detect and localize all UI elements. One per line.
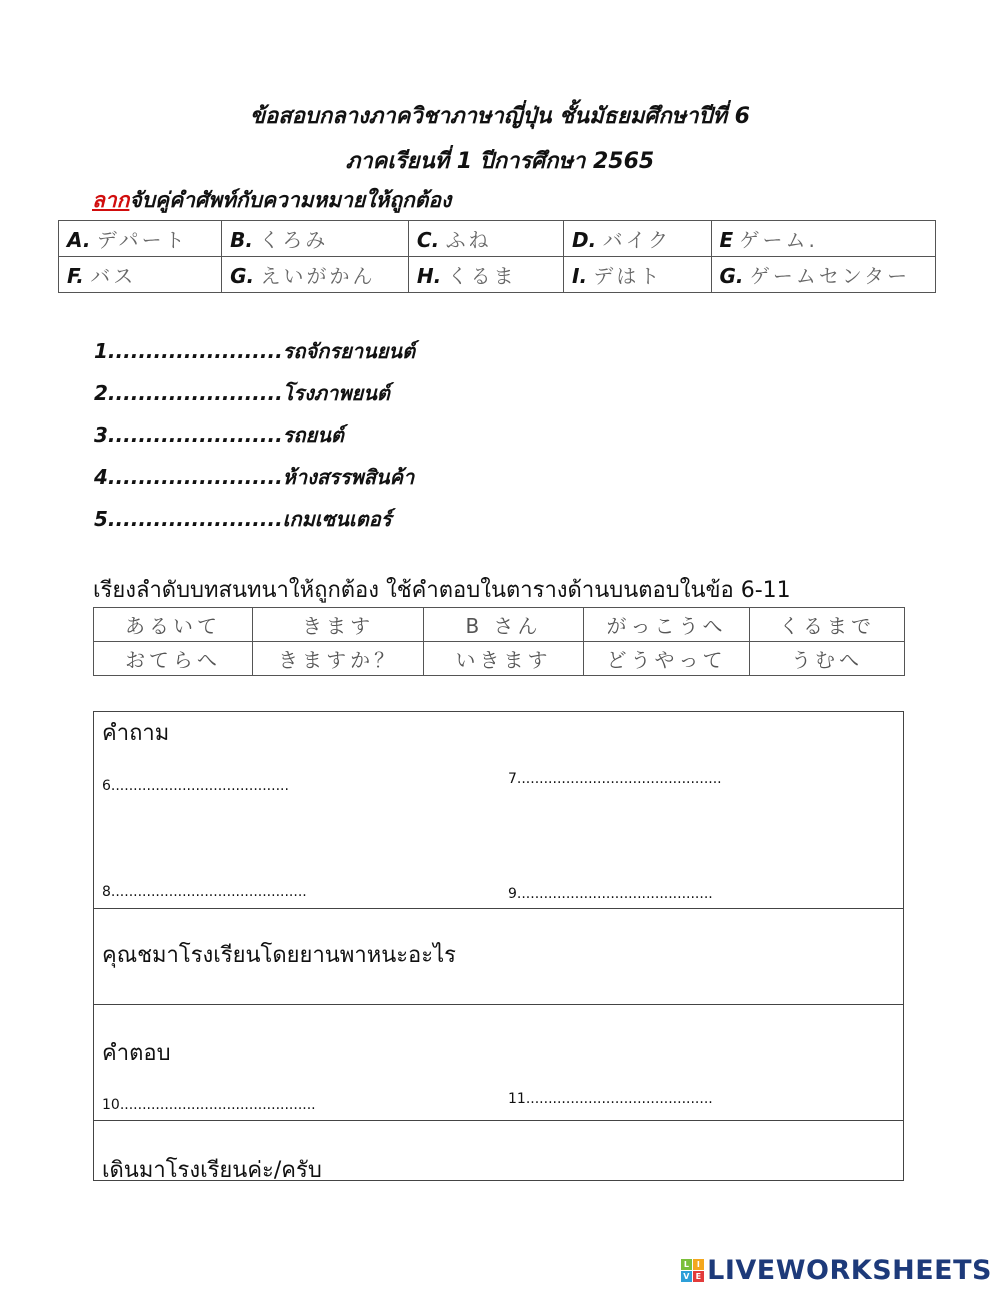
- word-cell[interactable]: うむへ: [750, 642, 905, 676]
- answer-label: คำตอบ: [102, 1041, 171, 1066]
- question-label: คำถาม: [102, 721, 170, 746]
- word-cell[interactable]: どうやって: [583, 642, 749, 676]
- word-cell[interactable]: いきます: [424, 642, 584, 676]
- answer-blank-7[interactable]: 7..............................................: [508, 771, 722, 787]
- choice-cell[interactable]: [222, 257, 409, 293]
- word-cell[interactable]: おてらへ: [94, 642, 253, 676]
- choice-label: B.: [230, 228, 253, 252]
- word-cell[interactable]: くるまで: [750, 608, 905, 642]
- choice-label: C.: [416, 228, 440, 252]
- item-blank[interactable]: .......................: [107, 339, 283, 363]
- item-meaning: ห้างสรรพสินค้า: [282, 465, 415, 489]
- vocab-choices-table: [58, 220, 936, 293]
- choice-text: デパート: [96, 228, 188, 252]
- instruction-text: จับคู่คำศัพท์กับความหมายให้ถูกต้อง: [129, 188, 452, 212]
- choice-row: [59, 221, 936, 257]
- choice-label: F.: [67, 264, 84, 288]
- item-blank[interactable]: .......................: [107, 381, 283, 405]
- answer-blank-8[interactable]: 8............................................: [102, 884, 307, 900]
- matching-item[interactable]: [94, 503, 391, 535]
- liveworksheets-logo: [681, 1255, 992, 1286]
- item-meaning: โรงภาพยนต์: [282, 381, 390, 405]
- answer-blank-6[interactable]: 6........................................: [102, 778, 289, 794]
- live-badge-icon: L I V E: [681, 1259, 704, 1282]
- part2-instruction: เรียงลำดับบทสนทนาให้ถูกต้อง ใช้คำตอบในตารางด้านบนตอบในข้อ 6-11: [93, 578, 791, 603]
- item-number: 4: [94, 465, 108, 489]
- worksheet-subtitle: ภาคเรียนที่ 1 ปีการศึกษา 2565: [345, 149, 655, 174]
- choice-cell[interactable]: [408, 257, 563, 293]
- item-number: 5: [94, 507, 108, 531]
- choice-text: デはト: [593, 264, 663, 288]
- word-cell[interactable]: あるいて: [94, 608, 253, 642]
- choice-cell[interactable]: [59, 257, 222, 293]
- divider: [94, 1004, 903, 1005]
- choice-text: えいがかん: [260, 264, 376, 288]
- word-row: [94, 642, 905, 676]
- item-number: 2: [94, 381, 108, 405]
- item-blank[interactable]: .......................: [107, 507, 283, 531]
- question-text: คุณชมาโรงเรียนโดยยานพาหนะอะไร: [102, 943, 456, 968]
- item-meaning: รถยนต์: [282, 423, 344, 447]
- choice-text: ゲーム.: [739, 228, 818, 252]
- choice-cell[interactable]: [59, 221, 222, 257]
- word-row: [94, 608, 905, 642]
- choice-text: ふね: [445, 228, 492, 252]
- logo-text: LIVEWORKSHEETS: [707, 1255, 992, 1286]
- item-blank[interactable]: .......................: [107, 423, 283, 447]
- choice-text: バス: [90, 264, 137, 288]
- answer-blank-11[interactable]: 11..........................................: [508, 1091, 713, 1107]
- choice-cell[interactable]: [564, 257, 711, 293]
- word-cell[interactable]: B さん: [424, 608, 584, 642]
- item-number: 1: [94, 339, 108, 363]
- choice-cell[interactable]: [711, 257, 936, 293]
- choice-label: H.: [416, 264, 442, 288]
- dialogue-box: [93, 711, 904, 1181]
- choice-label: A.: [67, 228, 91, 252]
- matching-item[interactable]: [94, 461, 414, 493]
- choice-row: [59, 257, 936, 293]
- item-number: 3: [94, 423, 108, 447]
- worksheet-title: ข้อสอบกลางภาควิชาภาษาญี่ปุ่น ชั้นมัธยมศึกษาปีที่ 6: [250, 104, 750, 129]
- answer-text: เดินมาโรงเรียนค่ะ/ครับ: [102, 1158, 322, 1183]
- choice-label: G.: [230, 264, 255, 288]
- choice-label: E: [719, 228, 734, 252]
- answer-blank-10[interactable]: 10............................................: [102, 1097, 316, 1113]
- matching-item[interactable]: [94, 377, 390, 409]
- word-bank-table: [93, 607, 905, 676]
- matching-item[interactable]: [94, 335, 415, 367]
- item-meaning: เกมเซนเตอร์: [282, 507, 392, 531]
- matching-item[interactable]: [94, 419, 344, 451]
- choice-label: D.: [572, 228, 597, 252]
- choice-text: バイク: [602, 228, 672, 252]
- word-cell[interactable]: きますか？: [253, 642, 424, 676]
- choice-text: ゲームセンター: [749, 264, 911, 288]
- part1-instruction: [92, 184, 451, 217]
- choice-cell[interactable]: [222, 221, 409, 257]
- divider: [94, 1120, 903, 1121]
- word-cell[interactable]: がっこうへ: [583, 608, 749, 642]
- word-cell[interactable]: きます: [253, 608, 424, 642]
- choice-text: くるま: [447, 264, 517, 288]
- divider: [94, 908, 903, 909]
- item-blank[interactable]: .......................: [107, 465, 283, 489]
- choice-label: G.: [719, 264, 744, 288]
- choice-cell[interactable]: [564, 221, 711, 257]
- choice-cell[interactable]: [711, 221, 936, 257]
- instruction-highlight: ลาก: [92, 188, 130, 212]
- choice-cell[interactable]: [408, 221, 563, 257]
- choice-text: くろみ: [259, 228, 329, 252]
- item-meaning: รถจักรยานยนต์: [282, 339, 416, 363]
- choice-label: I.: [572, 264, 588, 288]
- answer-blank-9[interactable]: 9............................................: [508, 886, 713, 902]
